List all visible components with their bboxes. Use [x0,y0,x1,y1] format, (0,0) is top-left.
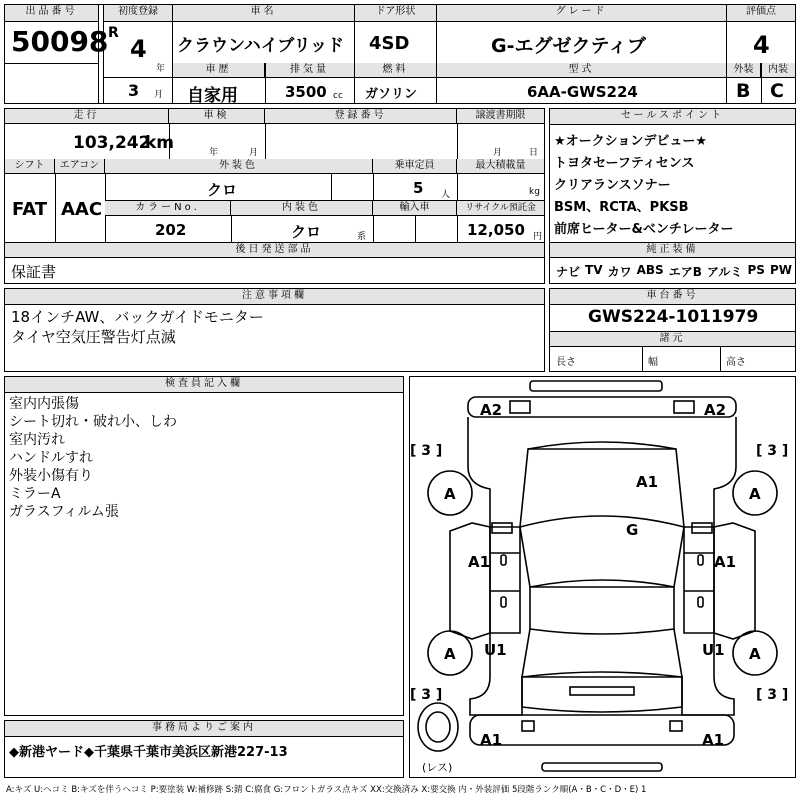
inspector-label: 検査員記入欄 [5,377,403,393]
mark-bumper-rl: A1 [480,731,503,749]
shift-value: FAT [12,199,48,220]
score-cell [727,5,795,103]
inspector-line: ミラーA [9,486,61,502]
list-item: BSM、RCTA、PKSB [554,200,689,215]
mileage-label: 走行 [5,109,169,124]
inspector-line: ガラスフィルム張 [9,504,119,520]
import-label: 輸入車 [373,201,457,216]
inspector-list [9,395,177,521]
list-item: クリアランスソナー [554,178,671,193]
equipment-item: ABS [636,263,664,277]
inspection-label: 車検 [169,109,265,124]
inspection-year-unit: 年 [209,148,219,158]
mileage-unit: km [145,133,175,153]
recycle-unit: 円 [533,232,543,242]
spare-label: (レス) [422,761,453,774]
equipment-item: ナビ [556,265,581,279]
exterior-label: 外装 [727,63,761,78]
inspector-line: 室内内張傷 [9,396,79,412]
chassis-value: GWS224-1011979 [588,307,759,327]
fuel-value: ガソリン [365,87,418,102]
width-label: 幅 [648,357,658,368]
header-block [4,4,796,104]
list-item: 前席ヒーター&ベンチレーター [554,222,734,237]
history-label: 車歴 [173,63,265,78]
first-reg-label: 初度登録 [104,5,172,22]
notes-block [4,288,545,372]
door-value: 4SD [369,33,410,54]
lot-cell [5,5,109,103]
interior-grade: C [770,80,784,102]
car-name-cell [173,5,355,106]
notes-line: タイヤ空気圧警告灯点滅 [11,328,176,346]
car-name: クラウンハイブリッド [177,36,344,56]
color-no-label: カラーNo. [105,201,231,216]
mark-bumper-rr: A1 [702,731,725,749]
ext-color-label: 外装色 [105,159,373,174]
list-item: ★オークションデビュー★ [554,134,708,149]
list-item: トヨタセーフティセンス [554,156,695,171]
mark-windshield: G [626,521,639,539]
lot-label: 出品番号 [5,5,98,22]
displacement-value: 3500 [285,83,327,101]
equipment-item: エアB [668,265,702,279]
equipment-item: カワ [607,265,632,279]
model-label: 型式 [437,63,726,78]
inspector-line: 室内汚れ [9,432,65,448]
mark-tire-rl: A [444,645,456,663]
recycle-value: 12,050 [467,221,525,239]
exterior-grade: B [736,80,751,102]
dims-label: 諸元 [550,332,795,347]
fuel-label: 燃料 [355,63,436,78]
mark-tire-fl: A [444,485,456,503]
era: R [108,25,119,41]
displacement-unit: cc [333,91,343,101]
max-load-label: 最大積載量 [457,159,544,174]
equipment-item: PW [769,263,792,277]
door-cell [355,5,437,103]
door-label: ドア形状 [355,5,436,22]
first-reg-cell [103,5,173,103]
height-label: 高さ [726,357,746,368]
year-unit: 年 [156,64,166,74]
color-no-value: 202 [155,221,187,239]
mark-front-left: A2 [480,401,503,419]
year-num: 4 [130,35,147,63]
deadline-day-unit: 日 [529,148,539,158]
notes-line: 18インチAW、バックガイドモニター [11,308,264,326]
mark-tread-fl: [ 3 ] [410,443,443,459]
mark-tire-fr: A [749,485,761,503]
month-num: 3 [128,81,140,100]
sales-points-block [549,108,796,284]
mark-tread-rr: [ 3 ] [756,687,789,703]
equipment-item: PS [747,263,765,277]
model-value: 6AA-GWS224 [527,83,638,101]
sales-points-list [554,131,792,241]
inspection-month-unit: 月 [249,148,259,158]
mark-rear-right: U1 [702,641,725,659]
later-parts-label: 後日発送部品 [5,243,544,258]
ac-label: エアコン [55,159,105,174]
history-value: 自家用 [187,86,238,106]
score-value: 4 [753,31,770,59]
mark-rear-left: U1 [484,641,507,659]
chassis-label: 車台番号 [550,289,795,305]
mark-door-left: A1 [468,553,491,571]
capacity-unit: 人 [441,190,451,200]
car-name-label: 車名 [173,5,354,22]
office-label: 事務局よりご案内 [5,721,403,737]
mileage-value: 103,242 [73,133,151,153]
sales-points-label: セールスポイント [550,109,795,125]
office-block [4,720,404,778]
inspector-block [4,376,404,716]
grade-value: G-エグゼクティブ [491,35,646,57]
displacement-label: 排気量 [265,63,354,78]
deadline-month-unit: 月 [493,148,503,158]
int-color-value: クロ [291,223,322,241]
car-diagram-svg [410,377,795,777]
mark-tread-rl: [ 3 ] [410,687,443,703]
lot-number: 50098 [11,25,109,58]
recycle-label: リサイクル預託金 [457,201,544,216]
ac-value: AAC [61,199,103,220]
mark-door-right: A1 [714,553,737,571]
capacity-value: 5 [413,179,424,197]
inspector-line: 外装小傷有り [9,468,93,484]
length-label: 長さ [556,357,576,368]
equipment-list [556,263,792,280]
chassis-block [549,288,796,372]
inspector-line: ハンドルすれ [9,450,93,466]
int-color-unit: 系 [357,232,367,242]
mark-hood: A1 [636,473,659,491]
month-unit: 月 [154,90,164,100]
office-value: ◆新港ヤード◆千葉県千葉市美浜区新港227-13 [9,745,288,760]
reg-no-label: 登録番号 [265,109,457,124]
equipment-item: アルミ [706,265,743,279]
capacity-label: 乗車定員 [373,159,457,174]
equipment-label: 純正装備 [550,243,795,258]
ext-color-value: クロ [207,181,238,199]
mark-tread-fr: [ 3 ] [756,443,789,459]
grade-label: グレード [437,5,726,22]
interior-label: 内装 [761,63,795,78]
mark-front-right: A2 [704,401,727,419]
equipment-item: TV [585,263,603,277]
deadline-label: 譲渡書期限 [457,109,544,124]
later-parts-value: 保証書 [11,263,57,281]
int-color-label: 内装色 [231,201,373,216]
legend: A:キズ U:ヘコミ B:キズを伴うヘコミ P:要塗装 W:補修跡 S:錆 C:腐食 G:フロントガラス点キズ XX:交換済み X:要交換 内・外装評価 5段階ランク順(A・B・C・D・E) 1 [6,785,647,795]
mark-tire-rr: A [749,645,761,663]
car-diagram [409,376,796,778]
notes-list [11,307,264,347]
max-load-unit: kg [529,187,540,197]
shift-label: シフト [5,159,55,174]
score-label: 評価点 [727,5,795,22]
grade-cell [437,5,727,103]
notes-label: 注意事項欄 [5,289,544,305]
specs-block [4,108,545,284]
inspector-line: シート切れ・破れ小、しわ [9,414,177,430]
